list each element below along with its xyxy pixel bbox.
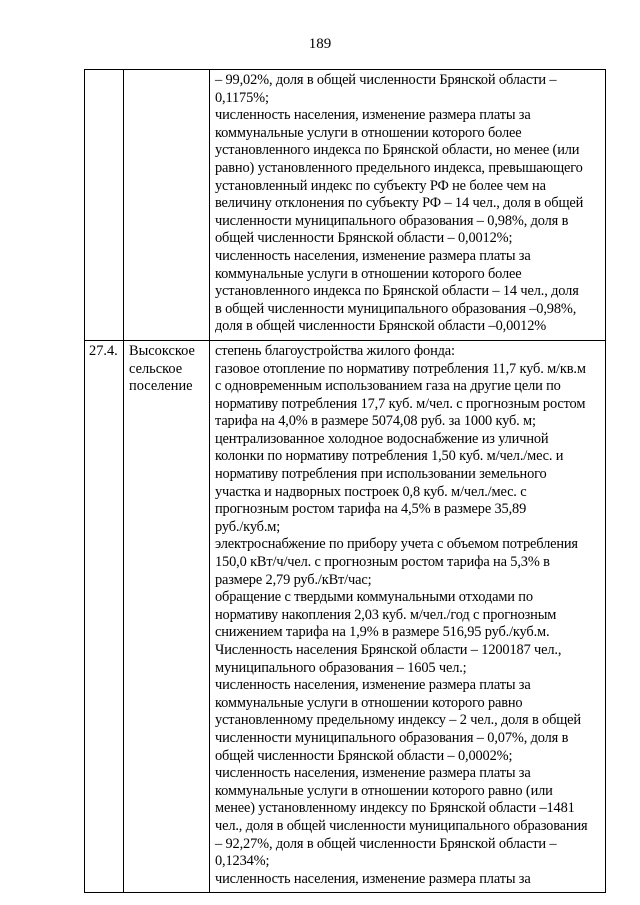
text-line: 150,0 кВт/ч/чел. с прогнозным ростом тарифа на 5,3% в: [215, 554, 550, 571]
text-line: установленному предельному индексу – 2 чел., доля в общей: [215, 712, 581, 729]
row-number: [85, 70, 123, 72]
text-line: тарифа на 4,0% в размере 5074,08 руб. за 1000 куб. м;: [215, 413, 536, 430]
text-line: равно) установленного предельного индекса, превышающего: [215, 159, 583, 176]
text-line: чел., доля в общей численности муниципального образования: [215, 817, 588, 834]
text-line: нормативу потребления при использовании земельного: [215, 466, 547, 483]
text-line: участка и надворных построек 0,8 куб. м/чел./мес. с: [215, 483, 527, 500]
text-line: степень благоустройства жилого фонда:: [215, 342, 455, 359]
text-line: муниципального образования – 1605 чел.;: [215, 659, 467, 676]
text-line: Численность населения Брянской области – 1200187 чел.,: [215, 642, 562, 658]
text-line: поселение: [129, 378, 193, 395]
text-line: Высокское: [129, 342, 195, 359]
settlement-name: [124, 341, 209, 396]
settlement-name-cell: [124, 70, 210, 341]
page-number: 189: [308, 36, 332, 52]
text-line: нормативу накопления 2,03 куб. м/чел./год с прогнозным: [215, 606, 557, 623]
description-text: [210, 341, 605, 892]
text-line: величину отклонения по субъекту РФ – 14 чел., доля в общей: [215, 195, 584, 212]
text-line: снижением тарифа на 1,9% в размере 516,95 руб./куб.м.: [215, 624, 550, 641]
text-line: в общей численности муниципального образования –0,98%,: [215, 300, 577, 317]
text-line: размере 2,79 руб./кВт/час;: [215, 571, 372, 588]
text-line: установленный индекс по субъекту РФ не более чем на: [215, 177, 546, 194]
settlement-name-cell: [124, 340, 210, 892]
tariff-table: [84, 69, 606, 893]
text-line: численность населения, изменение размера платы за: [215, 870, 531, 887]
text-line: численность населения, изменение размера платы за: [215, 247, 531, 264]
table-row: [85, 70, 606, 341]
row-number: 27.4.: [89, 342, 118, 359]
text-line: установленного индекса по Брянской области – 14 чел., доля: [215, 283, 579, 300]
text-line: 0,1234%;: [215, 853, 270, 870]
text-line: – 99,02%, доля в общей численности Брянской области –: [215, 72, 557, 88]
text-line: коммунальные услуги в отношении которого более: [215, 265, 522, 282]
text-line: централизованное холодное водоснабжение из уличной: [215, 430, 549, 447]
text-line: электроснабжение по прибору учета с объемом потребления: [215, 536, 578, 553]
text-line: колонки по нормативу потребления 1,50 куб. м/чел./мес. и: [215, 448, 564, 465]
text-line: численность населения, изменение размера платы за: [215, 107, 531, 124]
text-line: коммунальные услуги в отношении которого равно: [215, 694, 523, 711]
text-line: прогнозным ростом тарифа на 4,5% в размере 35,89: [215, 501, 527, 518]
text-line: нормативу потребления 17,7 куб. м/чел. с прогнозным ростом: [215, 395, 586, 412]
text-line: численность населения, изменение размера платы за: [215, 765, 531, 782]
text-line: общей численности Брянской области – 0,0012%;: [215, 230, 513, 247]
text-line: численности муниципального образования – 0,98%, доля в: [215, 212, 569, 229]
description-cell: [210, 340, 606, 892]
text-line: газовое отопление по нормативу потребления 11,7 куб. м/кв.м: [215, 360, 586, 377]
text-line: руб./куб.м;: [215, 518, 281, 535]
settlement-name: [124, 70, 209, 72]
description-cell: [210, 70, 606, 341]
text-line: сельское: [129, 360, 183, 377]
text-line: коммунальные услуги в отношении которого более: [215, 124, 522, 141]
description-text: [210, 70, 605, 340]
text-line: доля в общей численности Брянской области –0,0012%: [215, 318, 547, 335]
text-line: установленного индекса по Брянской области, но менее (или: [215, 142, 580, 159]
row-number-cell: [85, 340, 124, 892]
text-line: – 92,27%, доля в общей численности Брянской области –: [215, 835, 557, 852]
text-line: менее) установленному индексу по Брянской области –1481: [215, 800, 575, 817]
text-line: 0,1175%;: [215, 89, 269, 106]
text-line: обращение с твердыми коммунальными отходами по: [215, 589, 533, 606]
text-line: численность населения, изменение размера платы за: [215, 677, 531, 694]
table-row: [85, 340, 606, 892]
text-line: общей численности Брянской области – 0,0002%;: [215, 747, 513, 764]
text-line: численности муниципального образования – 0,07%, доля в: [215, 729, 569, 746]
row-number-cell: [85, 70, 124, 341]
text-line: коммунальные услуги в отношении которого равно (или: [215, 782, 553, 799]
text-line: с одновременным использованием газа на другие цели по: [215, 378, 561, 395]
